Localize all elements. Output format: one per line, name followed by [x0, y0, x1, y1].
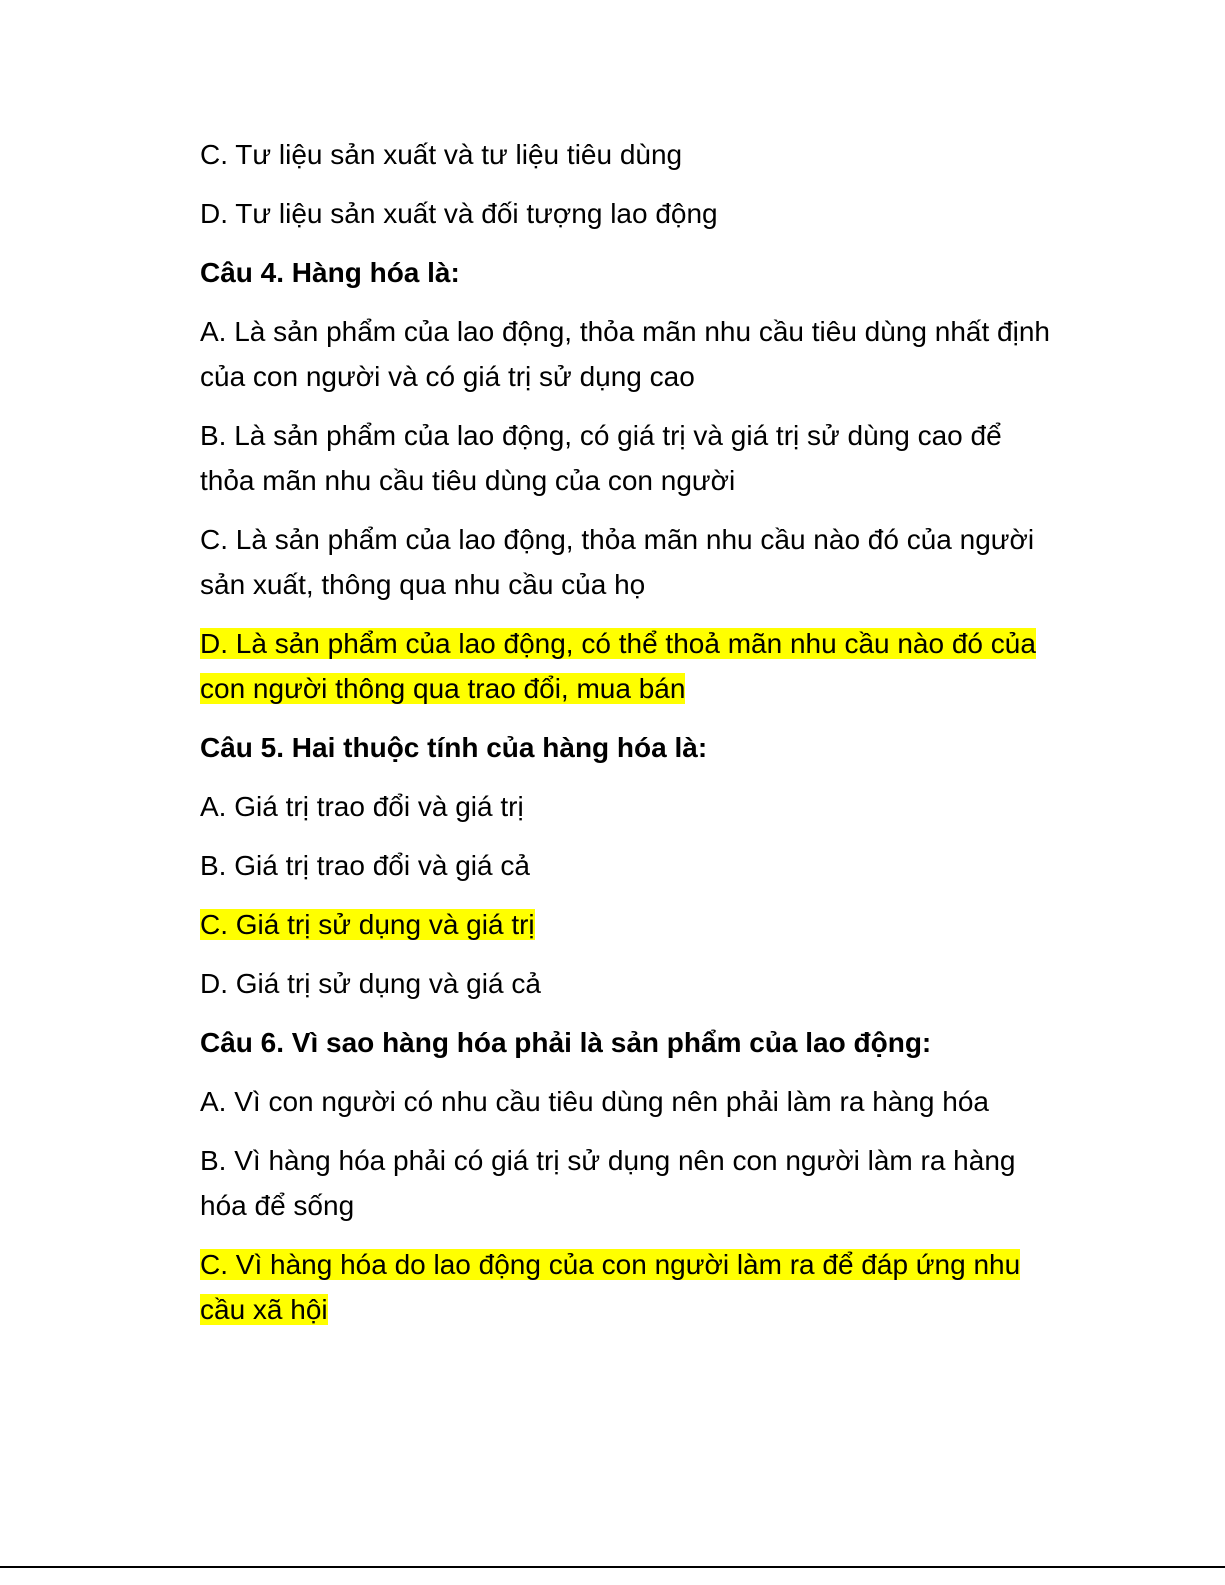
option-a-q5: A. Giá trị trao đổi và giá trị: [200, 791, 524, 822]
option-b-q5: B. Giá trị trao đổi và giá cả: [200, 850, 530, 881]
option-c-q6-answer: [200, 1242, 1060, 1332]
page-bottom-edge: [0, 1566, 1225, 1568]
question-6: Câu 6. Vì sao hàng hóa phải là sản phẩm của lao động:: [200, 1027, 932, 1058]
answer-highlight: C. Vì hàng hóa do lao động của con người làm ra để đáp ứng nhu cầu xã hội: [200, 1249, 1021, 1325]
question-4: Câu 4. Hàng hóa là:: [200, 257, 460, 288]
option-c-q4: C. Là sản phẩm của lao động, thỏa mãn nhu cầu nào đó của người sản xuất, thông qua nhu cầu của họ: [200, 524, 1035, 600]
option-a-q4: A. Là sản phẩm của lao động, thỏa mãn nhu cầu tiêu dùng nhất định của con người và có giá trị sử dụng cao: [200, 316, 1050, 392]
option-c-q5-answer: [200, 902, 1060, 947]
option-d-q4-answer: [200, 621, 1060, 711]
option-b-q6: B. Vì hàng hóa phải có giá trị sử dụng nên con người làm ra hàng hóa để sống: [200, 1145, 1016, 1221]
option-a-q6: A. Vì con người có nhu cầu tiêu dùng nên phải làm ra hàng hóa: [200, 1086, 989, 1117]
answer-highlight: D. Là sản phẩm của lao động, có thể thoả mãn nhu cầu nào đó của con người thông qua trao đổi, mua bán: [200, 628, 1036, 704]
option-d-q3: D. Tư liệu sản xuất và đối tượng lao động: [200, 198, 718, 229]
option-d-q5: D. Giá trị sử dụng và giá cả: [200, 968, 541, 999]
option-c-q3: C. Tư liệu sản xuất và tư liệu tiêu dùng: [200, 139, 683, 170]
question-5: Câu 5. Hai thuộc tính của hàng hóa là:: [200, 732, 708, 763]
document-content: [200, 132, 1060, 1346]
answer-highlight: C. Giá trị sử dụng và giá trị: [200, 909, 535, 940]
option-b-q4: B. Là sản phẩm của lao động, có giá trị và giá trị sử dùng cao để thỏa mãn nhu cầu tiêu dùng của con người: [200, 420, 1002, 496]
